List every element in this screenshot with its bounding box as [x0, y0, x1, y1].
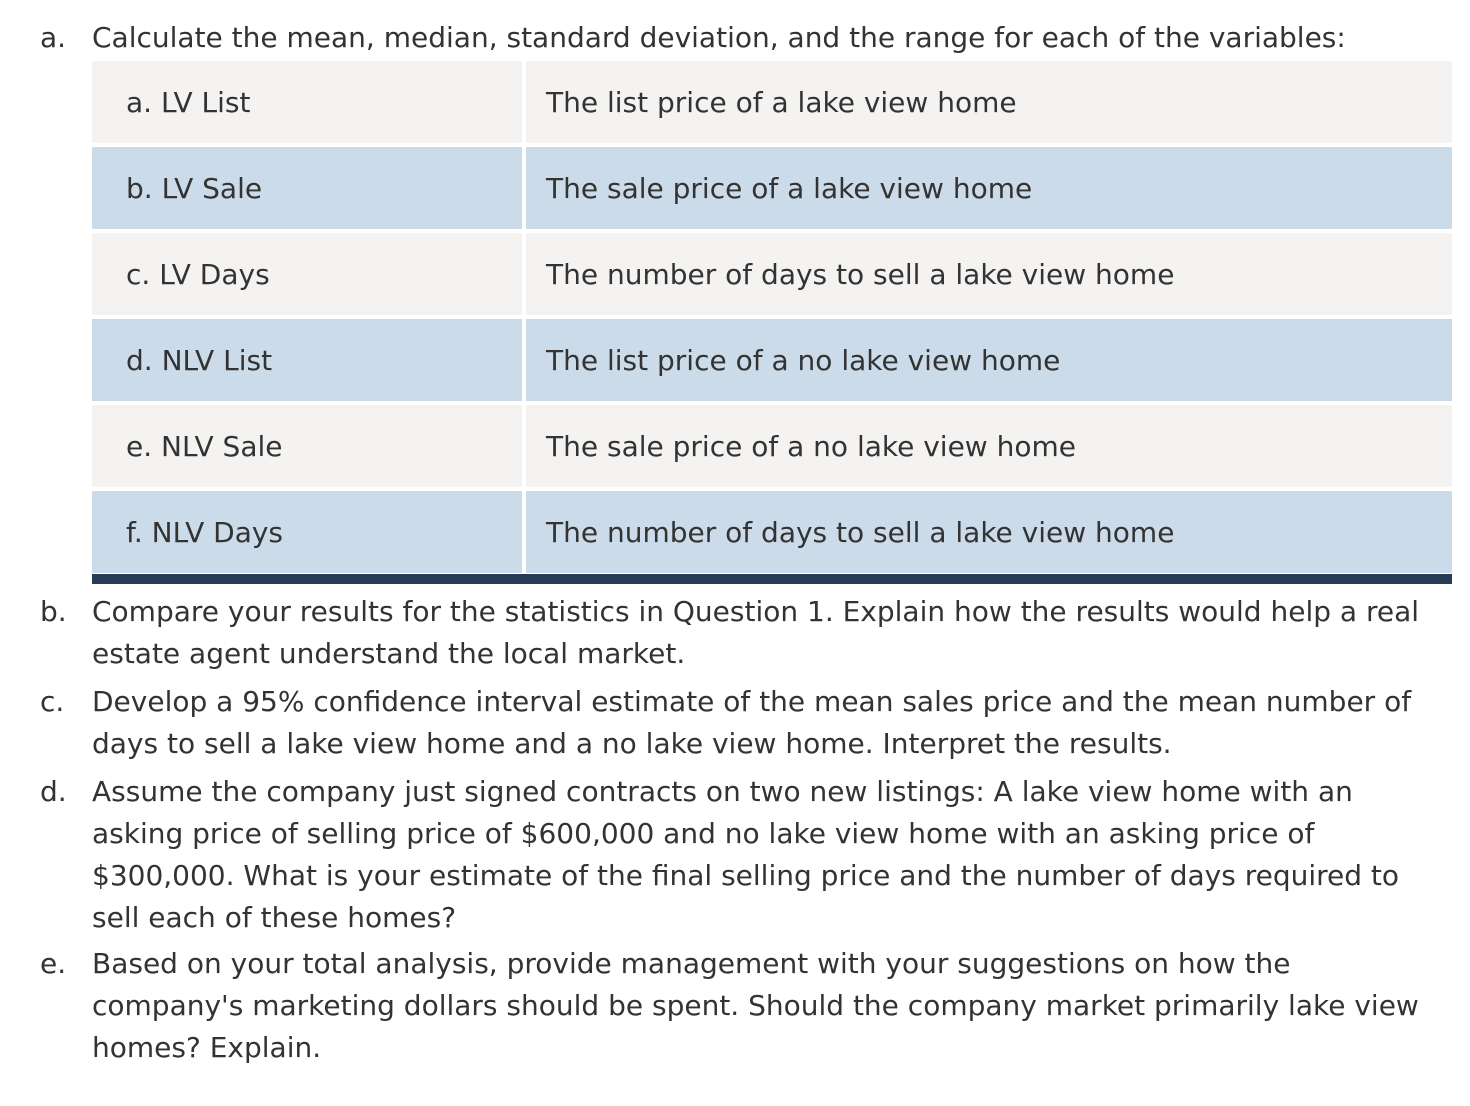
table-row — [92, 233, 1452, 319]
variable-name: d. NLV List — [92, 319, 526, 405]
table-row — [92, 61, 1452, 147]
variable-name: c. LV Days — [92, 233, 526, 319]
table-row — [92, 405, 1452, 491]
variable-description: The list price of a no lake view home — [526, 319, 1452, 405]
question-d-line: asking price of selling price of $600,000 and no lake view home with an asking price of — [92, 817, 1315, 850]
question-a-text: Calculate the mean, median, standard deviation, and the range for each of the variables: — [92, 21, 1346, 54]
question-a-marker: a. — [40, 21, 67, 54]
question-e-marker: e. — [40, 947, 67, 980]
variables-table — [92, 61, 1452, 573]
question-c-text — [92, 681, 1442, 765]
question-c — [0, 681, 1470, 765]
question-b-line: estate agent understand the local market. — [92, 637, 686, 670]
question-e-line: homes? Explain. — [92, 1031, 322, 1064]
question-d — [0, 771, 1470, 939]
variable-name: f. NLV Days — [92, 491, 526, 573]
variable-description: The list price of a lake view home — [526, 61, 1452, 147]
question-d-line: sell each of these homes? — [92, 901, 457, 934]
question-b-marker: b. — [40, 595, 67, 628]
variable-description: The number of days to sell a lake view home — [526, 491, 1452, 573]
question-e-line: Based on your total analysis, provide management with your suggestions on how the — [92, 947, 1291, 980]
question-b — [0, 591, 1470, 675]
question-d-text — [92, 771, 1442, 939]
table-row — [92, 147, 1452, 233]
variable-description: The sale price of a no lake view home — [526, 405, 1452, 491]
question-d-line: Assume the company just signed contracts on two new listings: A lake view home with an — [92, 775, 1353, 808]
question-c-line: days to sell a lake view home and a no lake view home. Interpret the results. — [92, 727, 1172, 760]
table-row — [92, 491, 1452, 573]
variable-name: b. LV Sale — [92, 147, 526, 233]
question-b-text — [92, 591, 1442, 675]
variable-name: e. NLV Sale — [92, 405, 526, 491]
question-a — [0, 17, 1470, 59]
variable-description: The sale price of a lake view home — [526, 147, 1452, 233]
variable-name: a. LV List — [92, 61, 526, 147]
table-bottom-rule — [92, 574, 1452, 584]
question-d-line: $300,000. What is your estimate of the final selling price and the number of days required to — [92, 859, 1400, 892]
table-row — [92, 319, 1452, 405]
variable-description: The number of days to sell a lake view home — [526, 233, 1452, 319]
question-e — [0, 943, 1470, 1069]
question-c-marker: c. — [40, 685, 65, 718]
question-b-line: Compare your results for the statistics in Question 1. Explain how the results would help a real — [92, 595, 1420, 628]
question-e-line: company's marketing dollars should be spent. Should the company market primarily lake view — [92, 989, 1419, 1022]
question-d-marker: d. — [40, 775, 67, 808]
question-e-text — [92, 943, 1442, 1069]
question-c-line: Develop a 95% confidence interval estimate of the mean sales price and the mean number of — [92, 685, 1412, 718]
